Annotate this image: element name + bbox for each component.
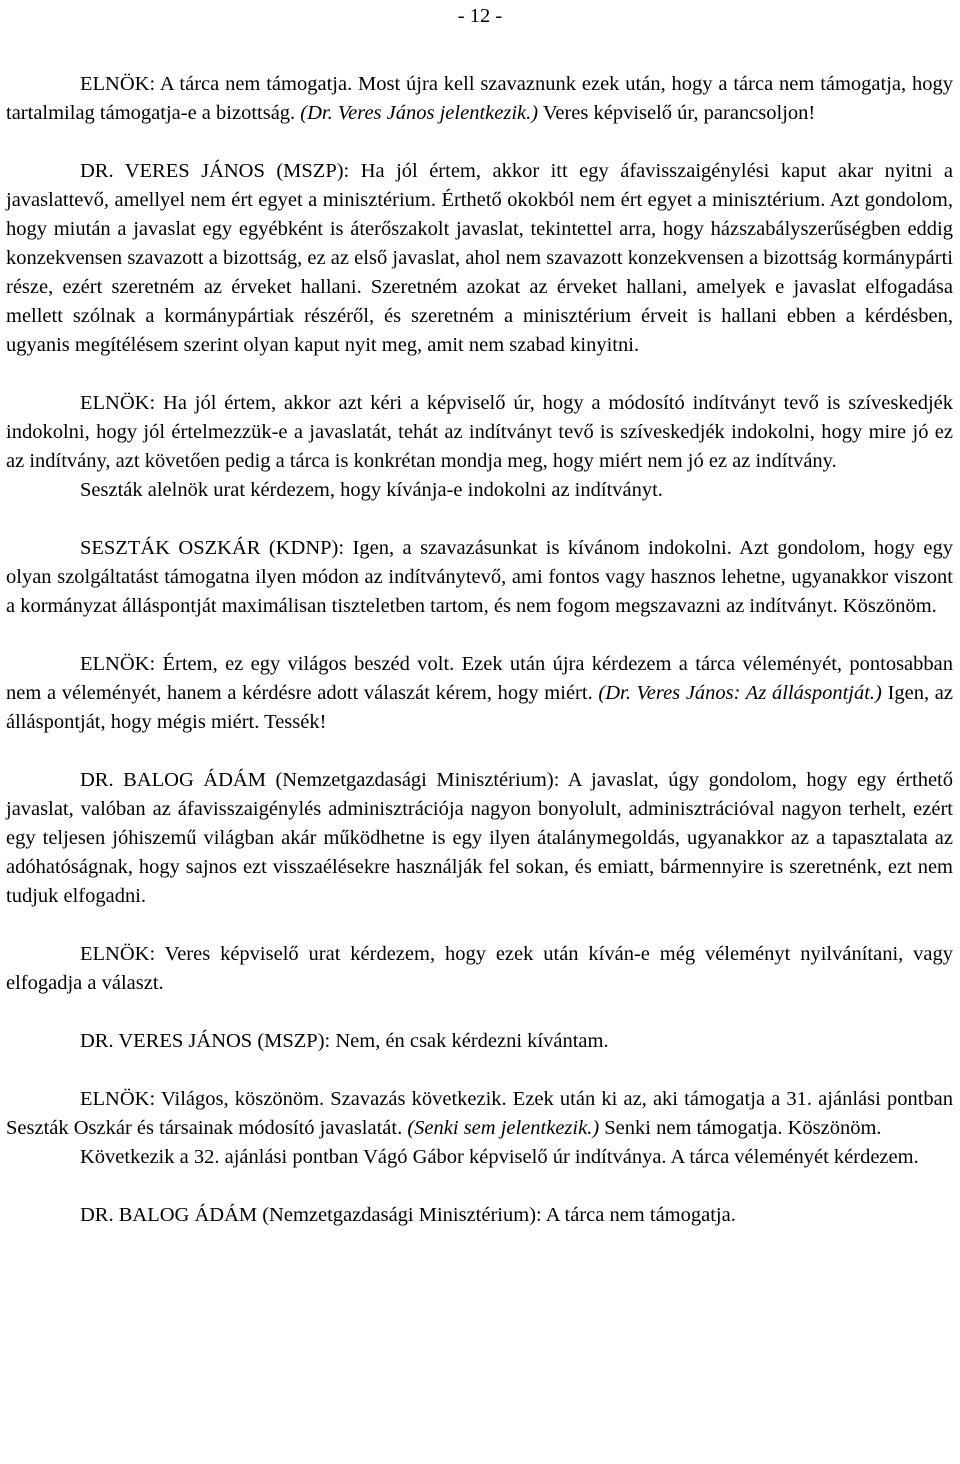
paragraph (6, 389, 953, 476)
paragraph (6, 940, 953, 998)
paragraph-text: ELNÖK: Értem, ez egy világos beszéd volt. Ezek után újra kérdezem a tárca véleményét, pontosabban nem a véleményét, hanem a kérdésre adott válaszát kérem, hogy miért. (6, 653, 953, 704)
italic-remark: (Dr. Veres János: Az álláspontját.) (598, 682, 882, 704)
paragraph (6, 1027, 953, 1056)
paragraph (6, 157, 953, 360)
paragraph-text: ELNÖK: Ha jól értem, akkor azt kéri a képviselő úr, hogy a módosító indítványt tevő is szíveskedjék indokolni, hogy jól értelmezzük-e a javaslatát, tehát az indítványt tevő is szíveskedjék indokolni, hogy mire jó ez az indítvány, azt követően pedig a tárca is konkrétan mondja meg, hogy miért nem jó ez az indítvány. (6, 392, 953, 472)
paragraph (6, 1143, 953, 1172)
paragraph-text: DR. VERES JÁNOS (MSZP): Nem, én csak kérdezni kívántam. (80, 1030, 609, 1052)
paragraph (6, 650, 953, 737)
paragraph (6, 476, 953, 505)
italic-remark: (Dr. Veres János jelentkezik.) (300, 102, 539, 124)
paragraph-text: SESZTÁK OSZKÁR (KDNP): Igen, a szavazásunkat is kívánom indokolni. Azt gondolom, hogy egy olyan szolgáltatást támogatna ilyen módon az indítványtevő, ami fontos vagy hasznos lehetne, ugyanakkor viszont a kormányzat álláspontját maximálisan tiszteletben tartom, és nem fogom megszavazni az indítványt. Köszönöm. (6, 537, 953, 617)
paragraph-text: DR. BALOG ÁDÁM (Nemzetgazdasági Minisztérium): A javaslat, úgy gondolom, hogy egy érthető javaslat, valóban az áfavisszaigénylés adminisztrációja nagyon bonyolult, adminisztrációval nagyon terhelt, ezért egy teljesen jóhiszemű világban akár működhetne is egy ilyen átalánymegoldás, ugyanakkor az a tapasztalata az adóhatóságnak, hogy sajnos ezt visszaélésekre használják fel sokan, és emiatt, bármennyire is szeretnénk, ezt nem tudjuk elfogadni. (6, 769, 953, 907)
paragraph (6, 70, 953, 128)
paragraph-text: ELNÖK: Világos, köszönöm. Szavazás következik. Ezek után ki az, aki támogatja a 31. ajánlási pontban Seszták Oszkár és társainak módosító javaslatát. (6, 1088, 953, 1139)
paragraph (6, 1085, 953, 1143)
italic-remark: (Senki sem jelentkezik.) (407, 1117, 600, 1139)
paragraph-text: Következik a 32. ajánlási pontban Vágó Gábor képviselő úr indítványa. A tárca véleményét kérdezem. (80, 1146, 919, 1168)
paragraph (6, 1201, 953, 1230)
paragraph (6, 534, 953, 621)
paragraph-text: DR. VERES JÁNOS (MSZP): Ha jól értem, akkor itt egy áfavisszaigénylési kaput akar nyitni a javaslattevő, amellyel nem ért egyet a minisztérium. Érthető okokból nem ért egyet a minisztérium. Azt gondolom, hogy miután a javaslat egy egyébként is áterőszakolt javaslat, tekintettel arra, hogy házszabályszerűségben eddig konzekvensen szavazott a bizottság, ez az első javaslat, ahol nem szavazott konzekvensen a bizottság kormánypárti része, ezért szeretném az érveket hallani. Szeretném azokat az érveket hallani, amelyek e javaslat elfogadása mellett szólnak a kormánypártiak részéről, és szeretném a minisztérium érveit is hallani ebben a kérdésben, ugyanis megítélésem szerint olyan kaput nyit meg, amit nem szabad kinyitni. (6, 160, 953, 356)
paragraph (6, 766, 953, 911)
page-number: - 12 - (457, 5, 503, 27)
paragraph-text: Igen, az álláspontját, hogy mégis miért. Tessék! (6, 682, 953, 733)
paragraph-text: Senki nem támogatja. Köszönöm. (599, 1117, 882, 1139)
paragraph-text: Seszták alelnök urat kérdezem, hogy kívánja-e indokolni az indítványt. (80, 479, 663, 501)
paragraph-text: ELNÖK: A tárca nem támogatja. Most újra kell szavaznunk ezek után, hogy a tárca nem támogatja, hogy tartalmilag támogatja-e a bizottság. (6, 73, 953, 124)
paragraph-text: ELNÖK: Veres képviselő urat kérdezem, hogy ezek után kíván-e még véleményt nyilvánítani, vagy elfogadja a választ. (6, 943, 953, 994)
paragraph-text: DR. BALOG ÁDÁM (Nemzetgazdasági Minisztérium): A tárca nem támogatja. (80, 1204, 736, 1226)
document-body (6, 70, 953, 1230)
paragraph-text: Veres képviselő úr, parancsoljon! (538, 102, 816, 124)
